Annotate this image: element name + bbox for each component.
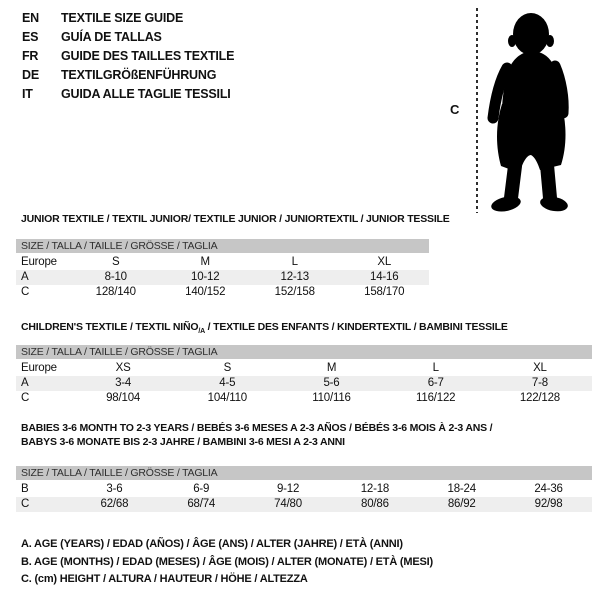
language-row — [22, 47, 234, 66]
table-header-row — [16, 361, 592, 376]
cell: 18-24 — [447, 483, 476, 495]
size-header-bar: SIZE / TALLA / TAILLE / GRÖSSE / TAGLIA — [16, 345, 592, 359]
cell: 80/86 — [361, 498, 389, 510]
language-row — [22, 9, 234, 28]
cell: 9-12 — [276, 483, 300, 495]
cell: 12-18 — [360, 483, 390, 495]
language-row — [22, 28, 234, 47]
table-header-row — [16, 255, 429, 270]
row-label: A — [21, 377, 29, 389]
language-title: GUIDA ALLE TAGLIE TESSILI — [61, 87, 231, 101]
cell: 6-7 — [427, 377, 444, 389]
cell: 74/80 — [274, 498, 302, 510]
language-code: EN — [22, 11, 39, 25]
figure-height-label: C — [450, 102, 460, 117]
language-code: IT — [22, 87, 33, 101]
language-title: GUIDE DES TAILLES TEXTILE — [61, 49, 235, 63]
junior-size-table — [16, 239, 429, 300]
size-column-header: S — [223, 362, 232, 374]
cell: 8-10 — [104, 271, 127, 283]
size-header-bar: SIZE / TALLA / TAILLE / GRÖSSE / TAGLIA — [16, 239, 429, 253]
section-title-subscript: /A — [198, 328, 205, 336]
cell: 104/110 — [207, 392, 247, 404]
language-code: DE — [22, 68, 39, 82]
row-label: B — [21, 483, 29, 495]
size-column-header: M — [200, 256, 210, 268]
cell: 86/92 — [447, 498, 476, 510]
row-label: C — [21, 392, 30, 404]
cell: 7-8 — [531, 377, 548, 389]
size-column-header: S — [112, 256, 120, 268]
footnote: C. (cm) HEIGHT / ALTURA / HAUTEUR / HÖHE / ALTEZZA — [21, 573, 308, 585]
table-row — [16, 285, 429, 300]
size-column-header: XL — [377, 256, 392, 268]
cell: 3-4 — [115, 377, 132, 389]
cell: 5-6 — [323, 377, 340, 389]
babies-size-table — [16, 466, 592, 512]
children-size-table — [16, 345, 592, 406]
cell: 98/104 — [106, 392, 141, 404]
toddler-silhouette-icon — [487, 8, 593, 213]
cell: 12-13 — [280, 271, 309, 283]
size-column-header: L — [291, 256, 298, 268]
table-row — [16, 376, 592, 391]
cell: 110/116 — [312, 392, 351, 404]
cell: 4-5 — [219, 377, 236, 389]
cell: 158/170 — [364, 286, 405, 298]
cell: 140/152 — [185, 286, 226, 298]
row-label: C — [21, 286, 30, 298]
cell: 92/98 — [534, 498, 563, 510]
section-title-line2: BABYS 3-6 MONATE BIS 2-3 JAHRE / BAMBINI 3-6 MESI A 2-3 ANNI — [21, 436, 345, 448]
language-code: FR — [22, 49, 39, 63]
section-title-junior: JUNIOR TEXTILE / TEXTIL JUNIOR/ TEXTILE JUNIOR / JUNIORTEXTIL / JUNIOR TESSILE — [21, 213, 450, 225]
section-title-children — [21, 321, 508, 335]
language-title: TEXTILGRÖßENFÜHRUNG — [61, 68, 217, 82]
cell: 3-6 — [106, 483, 123, 495]
footnote: A. AGE (YEARS) / EDAD (AÑOS) / ÂGE (ANS) / ALTER (JAHRE) / ETÀ (ANNI) — [21, 538, 403, 550]
section-title-babies — [21, 421, 581, 449]
row-label: A — [21, 271, 29, 283]
size-column-header: XL — [533, 362, 547, 374]
language-row — [22, 85, 234, 104]
language-title-list — [22, 9, 234, 104]
cell: 62/68 — [100, 498, 129, 510]
language-row — [22, 66, 234, 85]
size-column-header: L — [432, 362, 439, 374]
table-row — [16, 497, 592, 512]
row-label: Europe — [21, 362, 57, 374]
cell: 152/158 — [274, 286, 315, 298]
cell: 122/128 — [519, 392, 560, 404]
size-header-bar: SIZE / TALLA / TAILLE / GRÖSSE / TAGLIA — [16, 466, 592, 480]
cell: 116/122 — [416, 392, 456, 404]
section-title-text: CHILDREN'S TEXTILE / TEXTIL NIÑO — [21, 321, 199, 333]
language-title: GUÍA DE TALLAS — [61, 30, 162, 44]
height-dotted-line — [476, 8, 478, 213]
cell: 10-12 — [191, 271, 220, 283]
size-column-header: XS — [115, 362, 131, 374]
section-title-text: / TEXTILE DES ENFANTS / KINDERTEXTIL / BAMBINI TESSILE — [204, 321, 508, 333]
row-label: C — [21, 498, 30, 510]
footnotes — [21, 536, 433, 589]
cell: 14-16 — [370, 271, 399, 283]
footnote: B. AGE (MONTHS) / EDAD (MESES) / ÂGE (MOIS) / ALTER (MONATE) / ETÀ (MESI) — [21, 555, 433, 568]
table-row — [16, 482, 592, 497]
table-row — [16, 270, 429, 285]
language-title: TEXTILE SIZE GUIDE — [61, 11, 184, 25]
table-row — [16, 391, 592, 406]
cell: 128/140 — [95, 286, 136, 298]
size-column-header: M — [326, 362, 337, 374]
row-label: Europe — [21, 256, 57, 268]
section-title-line1: BABIES 3-6 MONTH TO 2-3 YEARS / BEBÉS 3-6 MESES A 2-3 AÑOS / BÉBÉS 3-6 MOIS À 2-3 ANS / — [21, 422, 493, 434]
cell: 6-9 — [193, 483, 210, 495]
cell: 24-36 — [534, 483, 563, 495]
language-code: ES — [22, 30, 39, 44]
cell: 68/74 — [187, 498, 216, 510]
